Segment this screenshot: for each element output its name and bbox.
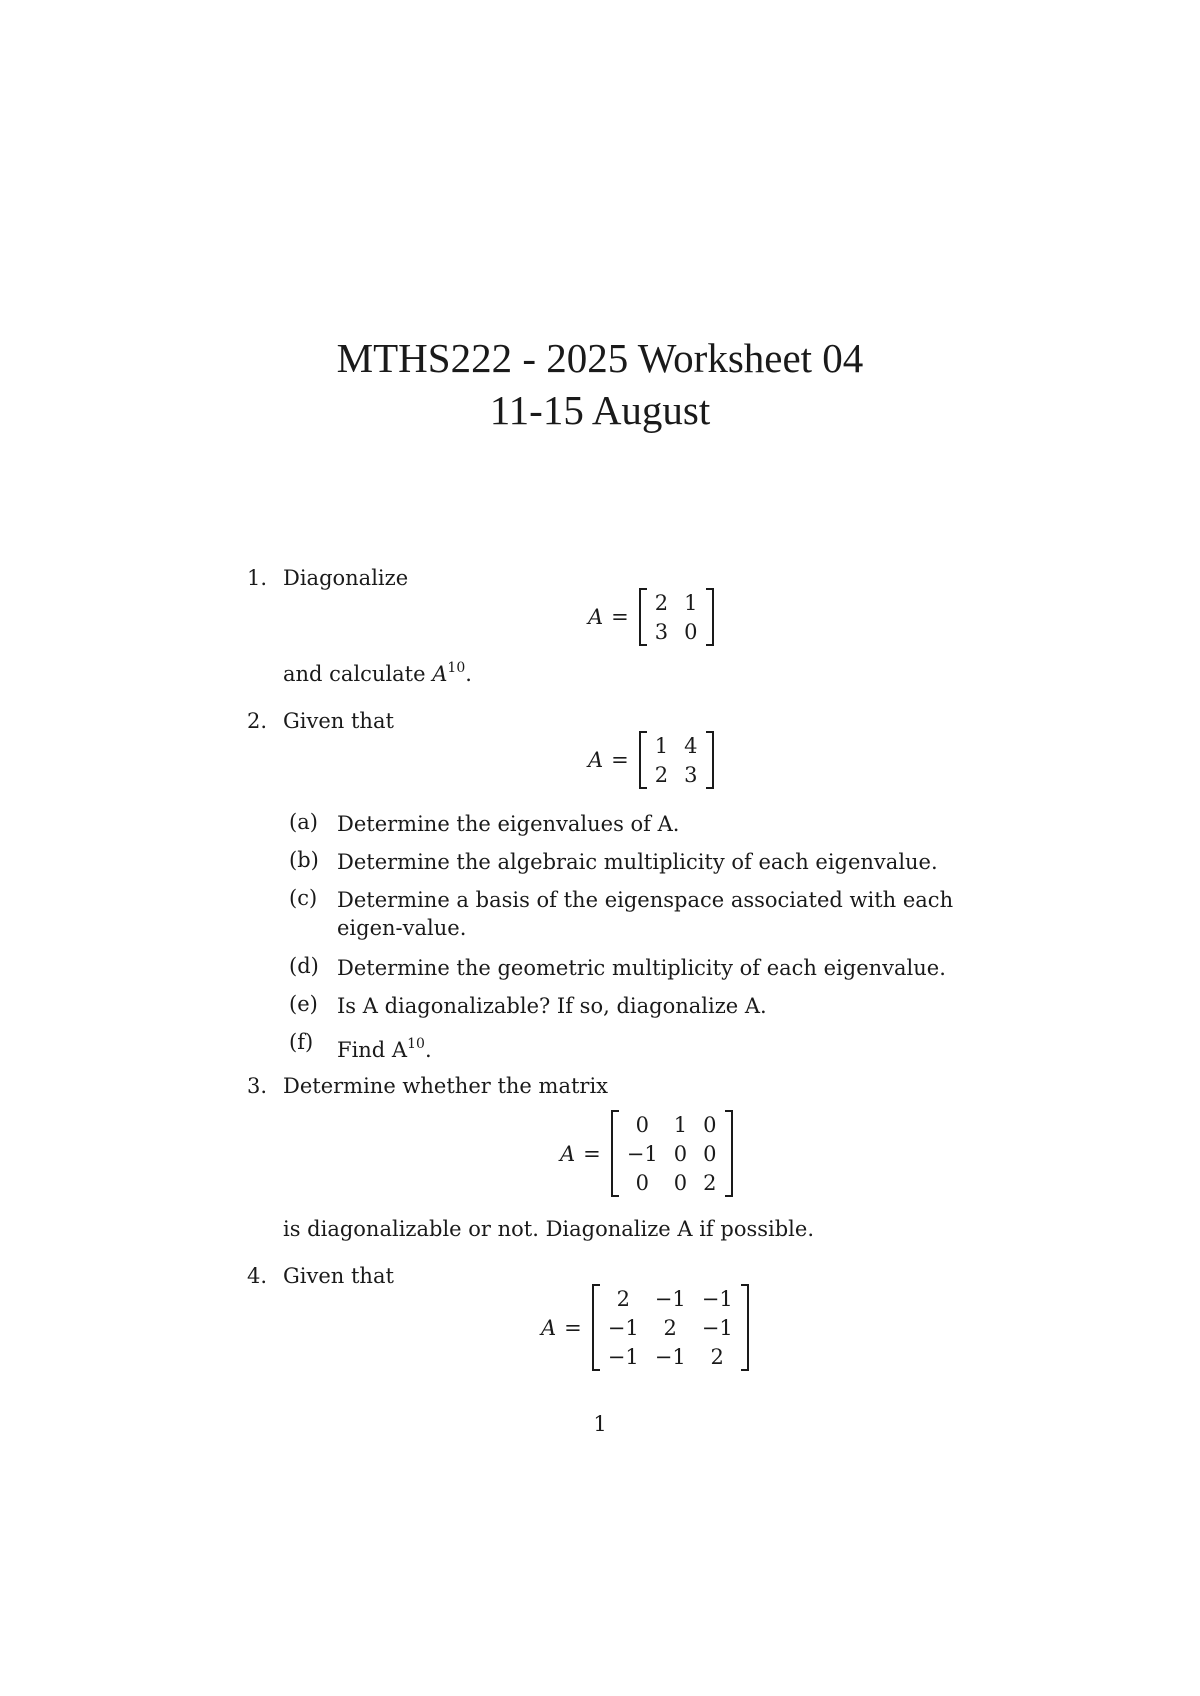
matrix-cell: 2 (663, 1315, 677, 1340)
part-f-exponent: 10 (407, 1036, 425, 1052)
question-3-followup: is diagonalizable or not. Diagonalize A if possible. (283, 1217, 814, 1241)
part-f-text: Find A (337, 1038, 408, 1062)
matrix-variable: A (588, 605, 604, 629)
worksheet-title: MTHS222 - 2025 Worksheet 04 (336, 335, 864, 381)
matrix-cell: 1 (673, 1112, 688, 1137)
part-text: Determine the geometric multiplicity of each eigenvalue. (337, 956, 946, 980)
followup-text: and calculate (283, 662, 433, 686)
matrix-variable: A (560, 1141, 576, 1166)
matrix-cell: −1 (654, 1344, 686, 1369)
matrix-equation-3 (560, 1110, 733, 1197)
matrix-cell: 2 (710, 1344, 724, 1369)
matrix-cell: −1 (626, 1141, 658, 1166)
matrix-bracket (611, 1110, 733, 1197)
matrix-cell: 1 (684, 590, 698, 615)
matrix-cell: 2 (654, 762, 669, 787)
part-text: Is A diagonalizable? If so, diagonalize A. (337, 994, 767, 1018)
equals-sign: = (564, 1315, 582, 1340)
worksheet-dates: 11-15 August (489, 387, 711, 433)
question-number: 4. (247, 1264, 268, 1288)
matrix-bracket (639, 731, 714, 789)
matrix-cell: 2 (616, 1286, 630, 1311)
followup-period: . (465, 662, 472, 686)
matrix-variable: A (541, 1315, 557, 1340)
matrix-cell: 0 (684, 619, 698, 644)
matrix-variable: A (588, 748, 604, 772)
part-label: (d) (289, 954, 319, 978)
matrix-cell: −1 (607, 1344, 639, 1369)
equals-sign: = (611, 748, 629, 772)
matrix-cell: −1 (654, 1286, 686, 1311)
matrix (600, 1284, 741, 1371)
question-1-followup (283, 660, 472, 686)
matrix-cell: 0 (635, 1112, 649, 1137)
question-lead: Given that (283, 1264, 394, 1288)
matrix-cell: 0 (673, 1170, 688, 1195)
matrix-cell: −1 (701, 1315, 733, 1340)
matrix-equation-2 (588, 731, 714, 789)
question-number: 1. (247, 566, 268, 590)
matrix (647, 731, 706, 789)
followup-exponent: 10 (447, 660, 466, 676)
matrix-cell: 0 (673, 1141, 688, 1166)
matrix-cell: −1 (607, 1315, 639, 1340)
part-label: (e) (289, 992, 318, 1016)
matrix-equation-4 (541, 1284, 749, 1371)
matrix-equation-1 (588, 588, 714, 646)
matrix-cell: 3 (654, 619, 669, 644)
question-lead: Diagonalize (283, 566, 409, 590)
equals-sign: = (583, 1141, 601, 1166)
matrix (619, 1110, 725, 1197)
matrix-bracket (639, 588, 714, 646)
part-label: (a) (289, 810, 318, 834)
matrix-cell: 2 (654, 590, 669, 615)
matrix-bracket (592, 1284, 749, 1371)
matrix-cell: 1 (654, 733, 669, 758)
matrix-cell: 3 (684, 762, 698, 787)
matrix (647, 588, 706, 646)
part-text (337, 1030, 1017, 1064)
question-lead: Determine whether the matrix (283, 1074, 608, 1098)
matrix-cell: −1 (701, 1286, 733, 1311)
matrix-cell: 0 (703, 1141, 717, 1166)
question-number: 2. (247, 709, 268, 733)
part-text: Determine a basis of the eigenspace associated with each eigen-value. (337, 888, 954, 940)
followup-variable: A (432, 662, 448, 686)
matrix-cell: 2 (703, 1170, 717, 1195)
part-label: (c) (289, 886, 318, 910)
title-block (0, 332, 1200, 436)
part-label: (f) (289, 1030, 314, 1054)
part-text: Determine the eigenvalues of A. (337, 812, 680, 836)
matrix-cell: 4 (684, 733, 698, 758)
matrix-cell: 0 (703, 1112, 717, 1137)
part-label: (b) (289, 848, 319, 872)
page-number: 1 (593, 1412, 607, 1436)
part-f-period: . (424, 1038, 432, 1062)
equals-sign: = (611, 605, 629, 629)
question-lead: Given that (283, 709, 394, 733)
question-number: 3. (247, 1074, 268, 1098)
part-text: Determine the algebraic multiplicity of each eigenvalue. (337, 850, 938, 874)
matrix-cell: 0 (635, 1170, 649, 1195)
